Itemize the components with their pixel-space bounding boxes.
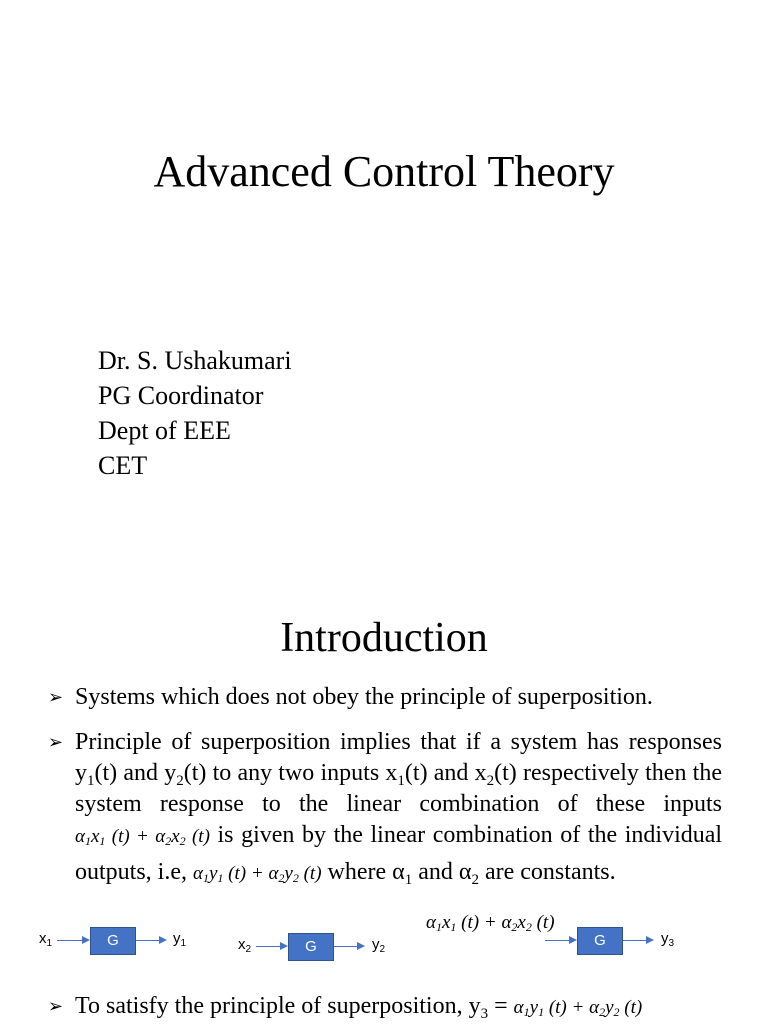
output-label-y2: $y_2$ bbox=[372, 936, 386, 955]
math-input-combination: α1x1 (t) + α2x2 (t) bbox=[75, 826, 210, 848]
output-label-y1: $y_1$ bbox=[173, 930, 187, 949]
author-name: Dr. S. Ushakumari bbox=[98, 346, 292, 375]
arrow-line bbox=[256, 946, 281, 947]
arrowhead-icon bbox=[357, 942, 365, 950]
arrow-line bbox=[623, 940, 647, 941]
math-input-combination: α1x1 (t) + α2x2 (t) bbox=[426, 912, 555, 934]
author-department: Dept of EEE bbox=[98, 416, 231, 445]
arrowhead-icon bbox=[159, 936, 167, 944]
output-label-y3: $y_3$ bbox=[661, 930, 675, 949]
input-label-x2: $x_2$ bbox=[238, 936, 252, 955]
math-output-combination: α1y1 (t) + α2y2 (t) bbox=[193, 863, 322, 885]
author-role: PG Coordinator bbox=[98, 381, 264, 410]
bullet-item bbox=[48, 991, 722, 1028]
arrow-line bbox=[57, 940, 83, 941]
arrowhead-icon bbox=[569, 936, 577, 944]
system-block: G bbox=[90, 927, 136, 955]
arrowhead-icon bbox=[280, 942, 288, 950]
input-label-x1: $x_1$ bbox=[39, 930, 53, 949]
title-slide bbox=[0, 0, 768, 512]
bullet-item bbox=[48, 682, 722, 713]
bullet-text: Principle of superposition implies that if a system has responses $y_1(t)$ and $y_2(t)$ to any two inputs $x_1(t)$ and $x_2(t)$ respectively then the system response to the linear combination of these inputs α1x1 (t) + α2x2 (t) is given by the linear combination of the individual outputs, i.e, α1y1 (t) + α2y2 (t) where $\alpha_1$ and $\alpha_2$ are constants. bbox=[75, 729, 723, 888]
arrowhead-icon bbox=[646, 936, 654, 944]
bullet-arrow-icon: ➢ bbox=[48, 732, 64, 753]
presentation-title: Advanced Control Theory bbox=[153, 147, 615, 196]
bullet-arrow-icon: ➢ bbox=[48, 996, 64, 1017]
section-title: Introduction bbox=[280, 615, 488, 661]
math-output-combination: α1y1 (t) + α2y2 (t) bbox=[513, 997, 643, 1019]
bullet-text: To satisfy the principle of superposition, $y_3 = \alpha 1y1$ (t) + α2y2 (t) bbox=[75, 993, 643, 1022]
arrow-line bbox=[136, 940, 160, 941]
bullet-text: Systems which does not obey the principle of superposition. bbox=[75, 684, 653, 710]
system-block: G bbox=[288, 933, 334, 961]
author-institution: CET bbox=[98, 451, 148, 480]
arrowhead-icon bbox=[82, 936, 90, 944]
author-block bbox=[98, 343, 292, 483]
system-block: G bbox=[577, 927, 623, 955]
bullet-arrow-icon: ➢ bbox=[48, 687, 64, 708]
arrow-line bbox=[545, 940, 570, 941]
bullet-item bbox=[48, 727, 722, 894]
arrow-line bbox=[334, 946, 358, 947]
